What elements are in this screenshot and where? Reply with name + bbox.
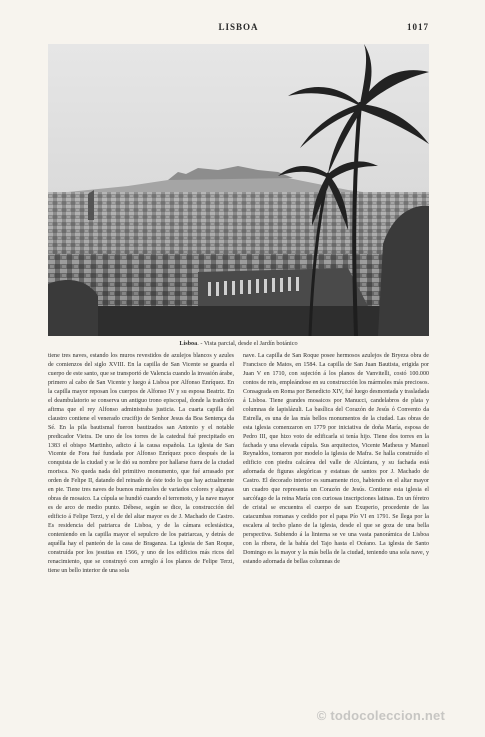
page-number: 1017 [407,22,429,32]
caption-text: . - Vista parcial, desde el Jardín botánico [197,340,298,347]
figure-caption [48,340,429,347]
text-column-left [48,352,234,724]
lisbon-photograph [48,44,429,336]
paragraph: nave. La capilla de San Roque posee hermosos azulejos de Bryeza obra de Francisco de Matos, en 1584. La capilla de San Juan Bautista, erigida por Juan V en 1710, con sujeción á los planos de Vanvitelli, costó 100.000 contos de reis, empleándose en su construcción los mármoles más preciosos. Consagrada en Roma por Benedicto XIV, fué luego desmontada y trasladada á Lisboa. Tiene grandes mosaicos por Manucci, candelabros de plata y columnas de lapislázuli. La basílica del Corazón de Jesús ó Convento da Estrella, es una de las más bellos monumentos de la ciudad. Las obras de esta iglesia comenzaron en 1779 por iniciativa de doña María, esposa de Pedro III, que hizo voto de edificarla si tenía hijo. Tiene dos torres en la fachada y una elevada cúpula. Sus arquitectos, Vicente Matheus y Manuel Reynaldos, tomaron por modelo la iglesia de Mafra. Se halla construído el edificio con piedra calcárea del valle de Alcántara, y su fachada está adornada de figuras alegóricas y estatuas de santos por J. Machado de Castro. El decorado interior es sumamente rico, habiendo en el altar mayor un cuadro que representa un Corazón de Jesús. Contiene esta iglesia el sarcófago de la reina María con curiosas inscripciones latinas. En un féretro de cristal se encuentra el cuerpo de san Exuperio, procedente de las catacumbas romanas y cedido por el papa Pío VI en 1791. Se llega por la escalera al techo plano de la iglesia, desde el que se goza de una bella perspectiva. Subiendo á la linterna se ve una vasta panorámica de Lisboa con la ribera, de la bahía del Tajo hasta el Océano. La iglesia de Santo Domingo es la mayor y la más bella de la ciudad, teniendo una sola nave, y estando adornada de bellas columnas de [243,353,429,565]
text-column-right [243,352,429,724]
watermark: © todocoleccion.net [316,708,445,723]
running-title: LISBOA [218,22,259,32]
lisbon-photograph-image [48,44,429,336]
body-text [48,352,429,724]
paragraph: tiene tres naves, estando los muros revestidos de azulejos blancos y azules de comienzos del siglo XVIII. En la capilla de San Vicente se guarda el cuerpo de este santo, que se transportó de Valencia cuando la invasión árabe, primero al cabo de San Vicente y luego á Lisboa por Alfonso Enríquez. En la capilla mayor reposan los cuerpos de Alfonso IV y su esposa Beatriz. En el deambulatorio se conserva un antiguo trono episcopal, donde la tradición afirma que el rey Alfonso administraba justicia. La cuarta capilla del claustro contiene el venerado crucifijo de Senhor Jesus da Boa Sentença da Sé. En la pila bautismal fueron bautizados san Antonio y el notable predicador Vieira. De uno de los torres de la catedral fué precipitado en 1383 el obispo Martinho, adicto á la causa española. La iglesia de San Vicente de Fora fué fundada por Alfonso Enríquez poco después de la conquista de la ciudad y se le dió su nombre por hallarse fuera de la ciudad morisca. No queda nada del primitivo monumento, que fué arrasado por orden de Felipe II, datando del reinado de éste todo lo que hay actualmente en pie. Tiene tres naves de buenos mármoles de variados colores y algunas obras de mosaico. La cúpula se hundió cuando el terremoto, y la nave mayor es de arco de medio punto. Débese, según se dice, la construcción del edificio á Felipe Terzi, y el de del altar mayor es de J. Machado de Castro. Es residencia del patriarca de Lisboa, y de la cámara eclesiástica, conteniendo en la capilla mayor el sepulcro de los patriarcas, y detrás de aquélla hay el panteón de la casa de Braganza. La iglesia de San Roque, construída por los jesuitas en 1566, y uno de los edificios más ricos del renacimiento, que se construyó con arreglo á los planos de Felipe Terzi, tiene un bello interior de una sola [48,353,234,574]
running-head [48,22,429,36]
caption-place: Lisboa [179,340,198,347]
